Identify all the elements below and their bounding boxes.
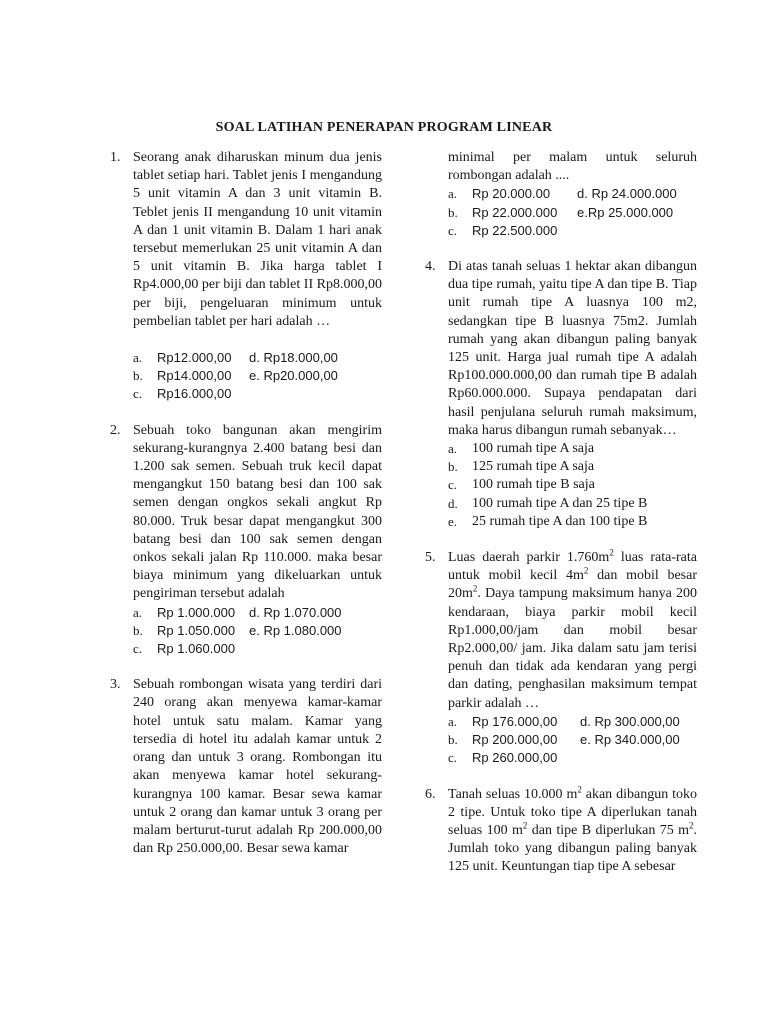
superscript: 2 <box>522 820 528 831</box>
options-list <box>133 349 382 404</box>
question-4 <box>425 258 697 531</box>
option-letter: b. <box>448 732 458 748</box>
text-fragment: . Jumlah toko yang dibangun paling banyak 125 unit. Keuntungan tiap tipe A sebesar <box>448 822 697 875</box>
question-text: Seorang anak diharuskan minum dua jenis tablet setiap hari. Tablet jenis I mengandung 5 unit vitamin A dan 3 unit vitamin B. Teblet jenis II mengandung 10 unit vitamin A dan 1 unit vitamin B. Dalam 1 hari anak tersebut memerlukan 25 unit vitamin A dan 5 unit vitamin B. Jika harga tablet I Rp4.000,00 per biji dan tablet II Rp8.000,00 per biji, pengeluaran minimum untuk pembelian tablet per hari adalah … <box>133 150 382 329</box>
option-letter: c. <box>448 222 458 238</box>
options-list <box>133 604 382 659</box>
question-6 <box>425 783 697 877</box>
question-number: 1. <box>110 150 121 165</box>
option-text: 100 rumah tipe A saja <box>472 441 595 457</box>
option-row <box>448 440 697 458</box>
option-letter: a. <box>133 350 143 366</box>
option-text: Rp 22.500.000 <box>472 222 558 238</box>
question-2 <box>110 422 382 659</box>
question-number: 6. <box>425 786 436 802</box>
option-row <box>448 713 697 731</box>
options-list <box>448 440 697 531</box>
option-text: e. Rp 340.000,00 <box>580 732 680 748</box>
question-text: Sebuah rombongan wisata yang terdiri dari 240 orang akan menyewa kamar-kamar hotel untuk satu malam. Kamar yang tersedia di hotel itu adalah kamar untuk 2 orang dan untuk 3 orang. Rombongan itu akan menyewa kamar hotel sekurang-kurangnya 100 kamar. Besar sewa kamar untuk 2 orang dan kamar untuk 3 orang per malam berturut-turut adalah Rp 200.000,00 dan Rp 250.000,00. Besar sewa kamar <box>133 677 382 857</box>
page-title: SOAL LATIHAN PENERAPAN PROGRAM LINEAR <box>215 120 553 135</box>
option-row <box>448 458 697 476</box>
option-text: Rp12.000,00 <box>157 350 232 366</box>
option-letter: b. <box>448 204 458 220</box>
superscript: 2 <box>472 583 478 594</box>
superscript: 2 <box>609 547 614 558</box>
question-text-continuation: minimal per malam untuk seluruh rombongan adalah .... <box>448 150 697 184</box>
text-fragment: dan tipe B diperlukan 75 m <box>527 822 689 838</box>
option-letter: a. <box>448 186 458 202</box>
option-row <box>133 349 382 367</box>
option-letter: a. <box>133 604 143 620</box>
text-fragment: dan mobil besar 20m <box>448 568 698 602</box>
superscript: 2 <box>583 565 589 576</box>
option-letter: c. <box>448 750 458 766</box>
superscript: 2 <box>577 783 582 794</box>
option-text: Rp 176.000,00 <box>472 713 558 729</box>
option-letter: b. <box>133 368 143 384</box>
option-text: Rp 1.050.000 <box>157 622 236 638</box>
option-text: e. Rp 1.080.000 <box>249 622 342 638</box>
right-column <box>425 149 697 877</box>
option-row <box>133 367 382 385</box>
option-row <box>448 731 697 749</box>
question-text <box>448 549 697 713</box>
option-row <box>133 622 382 640</box>
option-row <box>448 513 697 531</box>
question-1 <box>110 149 382 404</box>
option-letter: a. <box>448 441 458 457</box>
option-text: Rp 1.060.000 <box>157 641 236 657</box>
option-text: d. Rp18.000,00 <box>249 350 338 366</box>
question-5 <box>425 549 697 767</box>
text-fragment: . Daya tampung maksimum hanya 200 kendaraan, biaya parkir mobil kecil Rp1.000,00/jam dan mobil besar Rp2.000,00/ jam. Jika dalam satu jam terisi penuh dan tidak ada kendaran yang pergi dan dating, penghasilan maksimum tempat parkir adalah … <box>448 586 697 711</box>
option-text: d. Rp 300.000,00 <box>580 713 680 729</box>
option-letter: c. <box>133 386 143 402</box>
option-row <box>448 185 697 203</box>
options-list <box>448 185 697 240</box>
option-text: 25 rumah tipe A dan 100 tipe B <box>472 513 648 529</box>
question-text <box>448 783 697 877</box>
text-fragment: Tanah seluas 10.000 m <box>448 786 578 802</box>
option-letter: d. <box>448 495 458 511</box>
option-row <box>448 204 697 222</box>
text-fragment: Luas daerah parkir 1.760m <box>448 550 610 566</box>
question-number: 2. <box>110 422 121 438</box>
question-text: Sebuah toko bangunan akan mengirim sekurang-kurangnya 2.400 batang besi dan 1.200 sak semen. Sebuah truk kecil dapat mengangkut 150 batang besi dan 100 sak semen dengan ongkos sekali angkut Rp 80.000. Truk besar dapat mengangkut 300 batang besi dan 100 sak semen dengan onkos sekali jalan Rp 110.000. maka besar biaya minimum yang dikeluarkan untuk pengiriman tersebut adalah <box>133 422 382 602</box>
option-row <box>133 385 382 403</box>
option-letter: c. <box>448 477 458 493</box>
option-text: Rp 20.000.00 <box>472 186 551 202</box>
option-text: d. Rp 24.000.000 <box>577 186 677 202</box>
option-row <box>133 640 382 658</box>
left-column <box>110 149 382 858</box>
option-text: Rp16.000,00 <box>157 386 232 402</box>
option-row <box>448 222 697 240</box>
option-letter: c. <box>133 641 143 657</box>
question-3-continued <box>425 149 697 240</box>
option-row <box>448 749 697 767</box>
options-list <box>448 713 697 768</box>
option-text: Rp 200.000,00 <box>472 732 558 748</box>
option-letter: b. <box>133 622 143 638</box>
question-number: 3. <box>110 677 121 693</box>
option-text: d. Rp 1.070.000 <box>249 604 342 620</box>
option-letter: b. <box>448 459 458 475</box>
option-text: Rp 260.000,00 <box>472 750 558 766</box>
question-3 <box>110 676 382 858</box>
option-text: 100 rumah tipe A dan 25 tipe B <box>472 495 648 511</box>
question-number: 5. <box>425 550 436 566</box>
text-fragment: akan dibangun toko 2 tipe. Untuk toko tipe A diperlukan tanah seluas 100 m <box>448 786 697 838</box>
option-letter: a. <box>448 713 458 729</box>
option-text: 125 rumah tipe A saja <box>472 459 595 475</box>
option-text: 100 rumah tipe B saja <box>472 477 595 493</box>
option-row <box>448 476 697 494</box>
option-letter: e. <box>448 513 458 529</box>
option-text: e.Rp 25.000.000 <box>577 204 674 220</box>
question-text: Di atas tanah seluas 1 hektar akan dibangun dua tipe rumah, yaitu tipe A dan tipe B. Tiap unit rumah tipe A luasnya 100 m2, sedangkan tipe B luasnya 75m2. Jumlah rumah yang akan dibangun paling banyak 125 unit. Harga jual rumah tipe A adalah Rp100.000.000,00 dan rumah tipe B adalah Rp60.000.000. Supaya pendapatan dari hasil penjulana seluruh rumah maksimum, maka harus dibangun rumah sebanyak… <box>448 259 697 438</box>
option-row <box>448 495 697 513</box>
option-text: Rp 22.000.000 <box>472 204 558 220</box>
text-fragment: luas rata-rata untuk mobil kecil 4m <box>448 550 697 584</box>
question-number: 4. <box>425 259 436 275</box>
superscript: 2 <box>689 820 694 831</box>
option-row <box>133 604 382 622</box>
option-text: e. Rp20.000,00 <box>249 368 338 384</box>
option-text: Rp14.000,00 <box>157 368 232 384</box>
option-text: Rp 1.000.000 <box>157 604 236 620</box>
